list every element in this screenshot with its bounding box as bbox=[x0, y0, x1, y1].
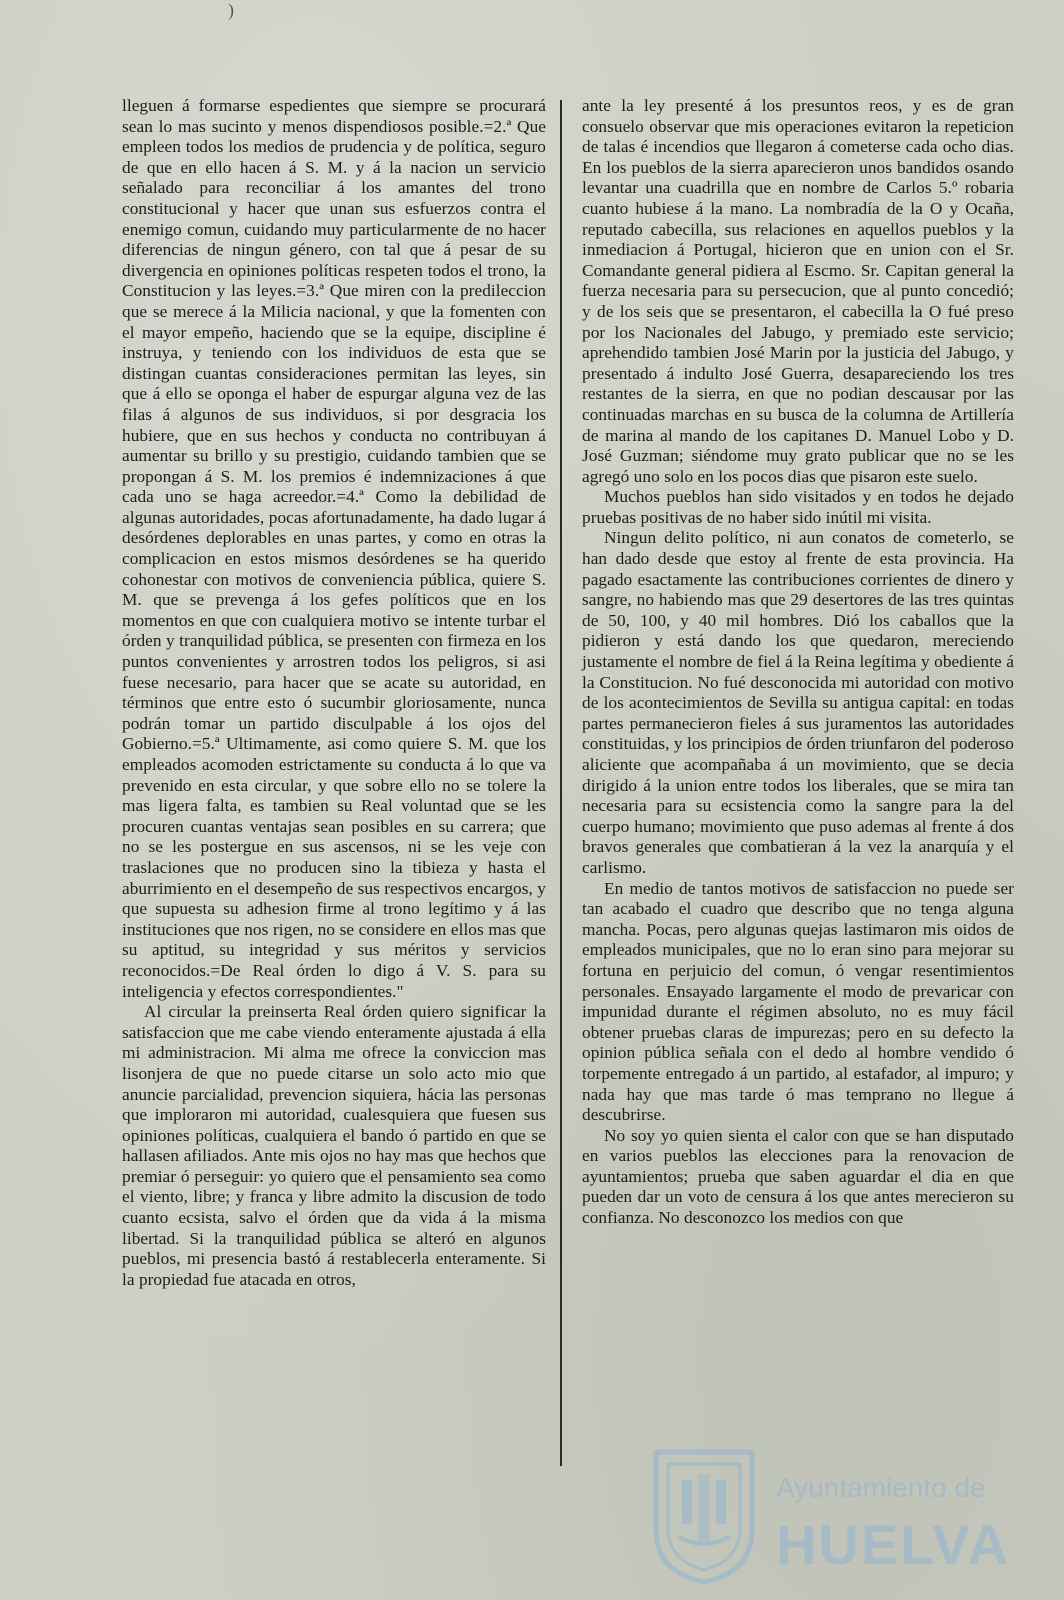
right-paragraph-4: En medio de tantos motivos de satisfaccion no puede ser tan acabado el cuadro que describo que no tenga alguna mancha. Pocas, pero algunas quejas lastimaron mis oidos de empleados municipales, que no lo eran sino para mejorar su fortuna en perjuicio del comun, ó vengar resentimientos personales. Ensayado largamente el modo de prevaricar con impunidad durante el régimen absoluto, no es muy fácil obtener pruebas claras de impurezas; pero en su defecto la opinion pública señala con el dedo al hombre vendido ó torpemente entregado á un partido, al estafador, al impuro; y nada hay que mas tarde ó mas temprano no llegue á descubrirse. bbox=[582, 878, 1014, 1125]
ayuntamiento-watermark bbox=[648, 1442, 1008, 1592]
right-paragraph-1: ante la ley presenté á los presuntos reos, y es de gran consuelo observar que mis operaciones evitaron la repeticion de talas é incendios que llegaron á cometerse cada ocho dias. En los pueblos de la sierra aparecieron unos bandidos osando levantar una cuadrilla que en nombre de Carlos 5.º robaria cuanto hubiese á la mano. La nombradía de la O y Ocaña, reputado cabecilla, sus relaciones en aquellos pueblos y la inmediacion á Portugal, hicieron que en union con el Sr. Comandante general pidiera al Escmo. Sr. Capitan general la fuerza necesaria para su persecucion, que al punto concedió; y de los seis que se presentaron, el cabecilla la O fué preso por los Nacionales del Jabugo, y premiado este servicio; aprehendido tambien José Marin por la justicia del Jabugo, y presentado á indulto José Guerra, desapareciendo los tres restantes de la sierra, en que no podian descausar por las continuadas marchas en su busca de la columna de Artillería de marina al mando de los capitanes D. Manuel Lobo y D. José Guzman; siéndome muy grato publicar que no se les agregó uno solo en los pocos dias que pisaron este suelo. bbox=[582, 96, 1014, 486]
watermark-main-text: HUELVA bbox=[776, 1513, 1010, 1576]
right-paragraph-3: Ningun delito político, ni aun conatos de cometerlo, se han dado desde que estoy al frente de esta provincia. Ha pagado esactamente las contribuciones corrientes de dinero y sangre, no habiendo mas que 29 desertores de las tres quintas de 50, 100, y 40 mil hombres. Dió los caballos que la pidieron y está dando los que quedaron, mereciendo justamente el nombre de fiel á la Reina legítima y obediente á la Constitucion. No fué desconocida mi autoridad con motivo de los acontecimientos de Sevilla su antigua capital: en todas partes permanecieron fieles á sus juramentos las autoridades constituidas, y los principios de órden triunfaron del poderoso aliciente que acompañaba á un movimiento, que se decia dirigido á la union entre todos los liberales, que se mira tan necesaria para su ecsistencia como la sangre para la del cuerpo humano; movimiento que puso ademas al frente á dos bravos generales que combatieran á la vez la anarquía y el carlismo. bbox=[582, 528, 1014, 877]
watermark-top-text: Ayuntamiento de bbox=[776, 1472, 986, 1503]
huelva-coat-of-arms-icon bbox=[648, 1444, 760, 1586]
left-paragraph-2: Al circular la preinserta Real órden quiero significar la satisfaccion que me cabe viendo enteramente ajustada á ella mi administracion. Mi alma me ofrece la conviccion mas lisonjera de que no puede citarse un solo acto mio que anuncie parcialidad, prevencion siquiera, hácia las personas que imploraron mi autoridad, cualesquiera que fuesen sus opiniones políticas, cualquiera el bando ó partido en que se hallasen afiliados. Ante mis ojos no hay mas que hechos que premiar ó perseguir: yo quiero que el pensamiento sea como el viento, libre; y franca y libre admito la discusion de todo cuanto ecsista, salvo el órden que da vida á la misma libertad. Si la tranquilidad pública se alteró en algunos pueblos, mi presencia bastó á restablecerla enteramente. Si la propiedad fue atacada en otros, bbox=[122, 1002, 546, 1289]
page-top-mark: ) bbox=[228, 0, 234, 20]
left-text-column bbox=[122, 96, 546, 1290]
right-paragraph-5: No soy yo quien sienta el calor con que se han disputado en varios pueblos las elecciones para la renovacion de ayuntamientos; prueba que saben aguardar el dia en que pueden dar un voto de censura á los que antes merecieron su confianza. No desconozco los medios con que bbox=[582, 1125, 1014, 1228]
left-paragraph-1: lleguen á formarse espedientes que siempre se procurará sean lo mas sucinto y menos dispendiosos posible.=2.ª Que empleen todos los medios de prudencia y de política, seguro de que en ello hacen á S. M. y á la nacion un servicio señalado para reconciliar á los amantes del trono constitucional y hacer que unan sus esfuerzos contra el enemigo comun, cuidando muy particularmente de no hacer diferencias de ningun género, con tal que á pesar de su divergencia en opiniones políticas respeten todos el trono, la Constitucion y las leyes.=3.ª Que miren con la predileccion que se merece á la Milicia nacional, y que la fomenten con el mayor empeño, haciendo que se la equipe, discipline é instruya, y teniendo con los individuos de esta que se distingan cuantas consideraciones permitan las leyes, sin que á ello se oponga el haber de espurgar alguna vez de las filas á algunos de sus individuos, si por desgracia los hubiere, que en sus hechos y conducta no contribuyan á aumentar su brillo y su prestigio, cuidando tambien que se propongan á S. M. los premios é indemnizaciones á que cada uno se haga acreedor.=4.ª Como la debilidad de algunas autoridades, pocas afortunadamente, ha dado lugar á desórdenes deplorables en unas partes, y como en otras la complicacion en estos mismos desórdenes se ha querido cohonestar con motivos de conveniencia pública, quiere S. M. que se prevenga á los gefes políticos que en los momentos en que con cualquiera motivo se intente turbar el órden y tranquilidad pública, se presenten con firmeza en los puntos convenientes y arrostren todos los peligros, si asi fuese necesario, para hacer que se acate su autoridad, en términos que entre esto ó sucumbir gloriosamente, nunca podrán tomar un partido disculpable á los ojos del Gobierno.=5.ª Ultimamente, asi como quiere S. M. que los empleados acomoden estrictamente su conducta á lo que va prevenido en esta circular, y que sobre ello no se tolere la mas ligera falta, es tambien su Real voluntad que se les procuren cuantas ventajas sean posibles en su carrera; que no se les postergue en sus ascensos, ni se les veje con traslaciones que no producen sino la tibieza y hasta el aburrimiento en el desempeño de sus respectivos encargos, y que supuesta su adhesion firme al trono legítimo y á las instituciones que nos rigen, no se considere en ellos mas que su aptitud, su integridad y sus méritos y servicios reconocidos.=De Real órden lo digo á V. S. para su inteligencia y efectos correspondientes." bbox=[122, 96, 546, 1001]
column-divider bbox=[560, 100, 562, 1466]
right-paragraph-2: Muchos pueblos han sido visitados y en todos he dejado pruebas positivas de no haber sido inútil mi visita. bbox=[582, 487, 1014, 527]
right-text-column bbox=[582, 96, 1014, 1229]
